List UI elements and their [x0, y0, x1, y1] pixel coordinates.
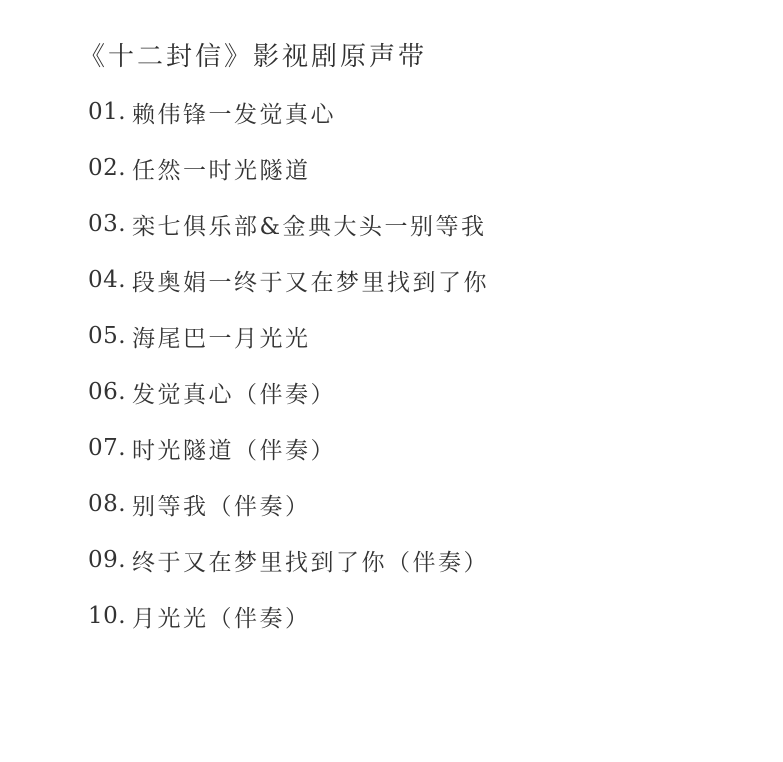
- track-item: [88, 476, 489, 532]
- track-title: 海尾巴一月光光: [132, 325, 311, 352]
- track-number: 03.: [88, 211, 127, 237]
- track-number: 05.: [88, 323, 127, 349]
- track-title: 别等我（伴奏）: [132, 493, 311, 520]
- track-item: [88, 588, 489, 644]
- track-item: [88, 308, 489, 364]
- track-title: 月光光（伴奏）: [132, 605, 311, 632]
- track-number: 01.: [88, 99, 127, 125]
- track-item: [88, 252, 489, 308]
- track-list: [88, 84, 489, 644]
- track-title: 时光隧道（伴奏）: [132, 437, 336, 464]
- track-number: 02.: [88, 155, 127, 181]
- track-title: 发觉真心（伴奏）: [132, 381, 336, 408]
- track-item: [88, 84, 489, 140]
- track-item: [88, 196, 489, 252]
- track-number: 06.: [88, 379, 127, 405]
- track-number: 04.: [88, 267, 127, 293]
- track-title: 段奥娟一终于又在梦里找到了你: [132, 269, 489, 296]
- track-title: 任然一时光隧道: [132, 157, 311, 184]
- track-item: [88, 364, 489, 420]
- track-number: 08.: [88, 491, 127, 517]
- track-number: 07.: [88, 435, 127, 461]
- track-title: 赖伟锋一发觉真心: [132, 101, 336, 128]
- track-title: 终于又在梦里找到了你（伴奏）: [132, 549, 489, 576]
- track-title: 栾七俱乐部&金典大头一别等我: [132, 213, 487, 240]
- track-number: 10.: [88, 603, 127, 629]
- document-title: 《十二封信》影视剧原声带: [79, 42, 428, 72]
- track-number: 09.: [88, 547, 127, 573]
- track-item: [88, 532, 489, 588]
- track-item: [88, 420, 489, 476]
- track-item: [88, 140, 489, 196]
